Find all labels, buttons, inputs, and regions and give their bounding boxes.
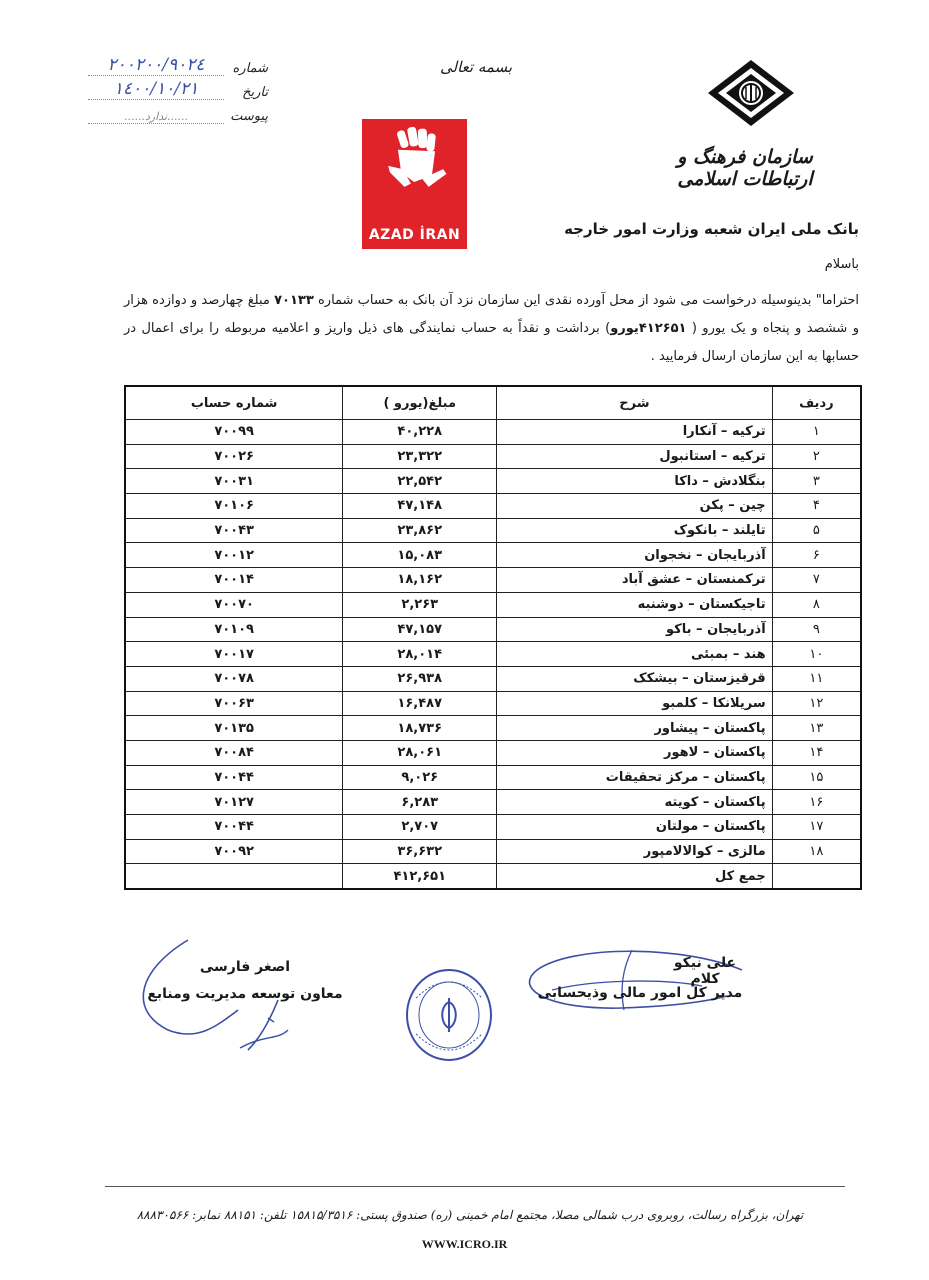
row-account: ۷۰۱۲۷ [125, 790, 343, 815]
row-index: ۶ [772, 543, 861, 568]
footer-address: تهران، بزرگراه رسالت، روبروی درب شمالی مصلا، مجتمع امام خمینی (ره) صندوق پستی: ۱۵۸۱۵/۳۵۱۶ تلفن: ۸۸۱۵۱ نمابر: ۸۸۸۳۰۵۶۶ [136, 1208, 804, 1222]
footer-website: WWW.ICRO.IR [421, 1237, 508, 1251]
letter-greeting: باسلام [824, 257, 859, 272]
row-amount: ۱۵,۰۸۳ [343, 543, 497, 568]
total-account-cell [125, 864, 343, 889]
row-description: هند – بمبئی [497, 642, 773, 667]
table-row [125, 469, 861, 494]
body-part-1: احتراما" بدینوسیله درخواست می شود از محل آورده نقدی این سازمان نزد آن بانک به حساب شماره [313, 293, 860, 308]
row-amount: ۴۰,۲۲۸ [343, 420, 497, 445]
transfer-table [124, 385, 862, 890]
table-row [125, 568, 861, 593]
meta-attachment-label: پیوست [230, 109, 268, 124]
row-account: ۷۰۱۳۵ [125, 716, 343, 741]
table-row [125, 716, 861, 741]
header-description: شرح [497, 386, 773, 420]
row-amount: ۲۶,۹۳۸ [343, 666, 497, 691]
header-index: ردیف [772, 386, 861, 420]
row-description: پاکستان – پیشاور [497, 716, 773, 741]
header-amount: مبلغ(یورو ) [343, 386, 497, 420]
row-account: ۷۰۰۴۴ [125, 815, 343, 840]
row-index: ۴ [772, 494, 861, 519]
row-description: ترکیه – آنکارا [497, 420, 773, 445]
total-label: جمع کل [497, 864, 773, 889]
body-amount: ۴۱۲۶۵۱یورو [610, 321, 687, 336]
row-amount: ۲,۲۶۳ [343, 592, 497, 617]
raised-fist-icon [362, 119, 467, 224]
table-row [125, 642, 861, 667]
total-amount: ۴۱۲,۶۵۱ [343, 864, 497, 889]
row-account: ۷۰۰۶۳ [125, 691, 343, 716]
row-amount: ۲۸,۰۱۴ [343, 642, 497, 667]
table-row [125, 839, 861, 864]
row-account: ۷۰۰۱۴ [125, 568, 343, 593]
row-amount: ۲۳,۸۶۲ [343, 518, 497, 543]
table-row [125, 543, 861, 568]
row-index: ۷ [772, 568, 861, 593]
row-description: سریلانکا – کلمبو [497, 691, 773, 716]
row-amount: ۴۷,۱۵۷ [343, 617, 497, 642]
footer-divider [105, 1186, 845, 1187]
row-account: ۷۰۰۸۴ [125, 740, 343, 765]
row-index: ۵ [772, 518, 861, 543]
row-index: ۱۷ [772, 815, 861, 840]
meta-date-value: ۱٤۰۰/۱۰/۲۱ [88, 79, 224, 100]
row-description: ترکمنستان – عشق آباد [497, 568, 773, 593]
body-account-number: ۷۰۱۳۳ [274, 293, 314, 308]
meta-date-row [88, 76, 268, 100]
table-row [125, 444, 861, 469]
row-account: ۷۰۰۹۲ [125, 839, 343, 864]
letter-addressee: بانک ملی ایران شعبه وزارت امور خارجه [564, 220, 859, 238]
row-amount: ۲۲,۵۴۲ [343, 469, 497, 494]
row-index: ۱۵ [772, 765, 861, 790]
row-description: بنگلادش – داکا [497, 469, 773, 494]
row-index: ۱۸ [772, 839, 861, 864]
meta-number-label: شماره [232, 61, 268, 76]
row-account: ۷۰۰۳۱ [125, 469, 343, 494]
row-index: ۹ [772, 617, 861, 642]
row-index: ۱۳ [772, 716, 861, 741]
table-header-row [125, 386, 861, 420]
row-account: ۷۰۱۰۶ [125, 494, 343, 519]
table-body [125, 420, 861, 864]
row-amount: ۶,۲۸۳ [343, 790, 497, 815]
organization-name: سازمان فرهنگ و ارتباطات اسلامی [677, 146, 813, 190]
meta-date-label: تاریخ [242, 85, 268, 100]
table-row [125, 592, 861, 617]
letter-body [124, 287, 859, 371]
row-account: ۷۰۰۴۳ [125, 518, 343, 543]
meta-number-value: ۲۰۰۲۰۰/۹۰۲٤ [88, 55, 224, 76]
row-index: ۲ [772, 444, 861, 469]
row-account: ۷۰۰۱۷ [125, 642, 343, 667]
row-description: تایلند – بانکوک [497, 518, 773, 543]
row-amount: ۲۸,۰۶۱ [343, 740, 497, 765]
table-total-row [125, 864, 861, 889]
body-part-2: مبلغ چهارصد و دوازده هزار و ششصد و پنجاه و یک یورو ( [124, 293, 859, 336]
table-row [125, 765, 861, 790]
table-row [125, 420, 861, 445]
table-row [125, 518, 861, 543]
row-amount: ۲,۷۰۷ [343, 815, 497, 840]
row-account: ۷۰۱۰۹ [125, 617, 343, 642]
row-index: ۱ [772, 420, 861, 445]
table-row [125, 666, 861, 691]
row-description: چین – پکن [497, 494, 773, 519]
row-description: پاکستان – کویته [497, 790, 773, 815]
row-description: مالزی – کوالالامپور [497, 839, 773, 864]
total-index-cell [772, 864, 861, 889]
row-index: ۱۴ [772, 740, 861, 765]
row-amount: ۱۸,۷۳۶ [343, 716, 497, 741]
meta-attachment-value: ......ندارد...... [88, 110, 224, 124]
row-amount: ۴۷,۱۴۸ [343, 494, 497, 519]
row-index: ۸ [772, 592, 861, 617]
row-account: ۷۰۰۴۴ [125, 765, 343, 790]
row-account: ۷۰۰۷۰ [125, 592, 343, 617]
row-amount: ۳۶,۶۳۲ [343, 839, 497, 864]
left-signatory-name: اصغر فارسی [199, 959, 291, 975]
row-description: آذربایجان – نخجوان [497, 543, 773, 568]
body-part-3: ) برداشت و نقداً به حساب نمایندگی های ذیل واریز و اعلامیه مربوطه را برای اعمال در حسابها به این سازمان ارسال فرمایید . [124, 321, 859, 364]
left-signatory-title: معاون توسعه مدیریت ومنابع [147, 986, 343, 1002]
table-row [125, 740, 861, 765]
row-index: ۳ [772, 469, 861, 494]
letter-meta [88, 52, 268, 124]
right-signatory-title: مدیر کل امور مالی وذیحسابی [537, 985, 743, 1001]
row-description: تاجیکستان – دوشنبه [497, 592, 773, 617]
table-row [125, 691, 861, 716]
row-amount: ۲۳,۳۲۲ [343, 444, 497, 469]
row-index: ۱۲ [772, 691, 861, 716]
azad-iran-text: AZAD İRAN [368, 227, 461, 243]
row-description: آذربایجان – باکو [497, 617, 773, 642]
table-row [125, 815, 861, 840]
official-seal-icon [404, 968, 494, 1063]
row-index: ۱۱ [772, 666, 861, 691]
row-amount: ۱۶,۴۸۷ [343, 691, 497, 716]
row-account: ۷۰۰۲۶ [125, 444, 343, 469]
row-description: پاکستان – مولتان [497, 815, 773, 840]
table-row [125, 494, 861, 519]
row-account: ۷۰۰۷۸ [125, 666, 343, 691]
organization-emblem-icon [706, 58, 796, 128]
row-account: ۷۰۰۱۲ [125, 543, 343, 568]
meta-attachment-row [88, 100, 268, 124]
bismillah-heading: بسمه تعالی [440, 58, 513, 76]
row-account: ۷۰۰۹۹ [125, 420, 343, 445]
row-description: ترکیه – استانبول [497, 444, 773, 469]
row-description: پاکستان – لاهور [497, 740, 773, 765]
table-row [125, 617, 861, 642]
meta-number-row [88, 52, 268, 76]
right-signatory-name: علی نیکو کلام [673, 955, 737, 987]
header-account: شماره حساب [125, 386, 343, 420]
row-description: پاکستان – مرکز تحقیقات [497, 765, 773, 790]
row-index: ۱۰ [772, 642, 861, 667]
row-index: ۱۶ [772, 790, 861, 815]
table-row [125, 790, 861, 815]
row-amount: ۱۸,۱۶۲ [343, 568, 497, 593]
row-description: قرقیزستان – بیشکک [497, 666, 773, 691]
azad-iran-logo [362, 119, 467, 249]
row-amount: ۹,۰۲۶ [343, 765, 497, 790]
